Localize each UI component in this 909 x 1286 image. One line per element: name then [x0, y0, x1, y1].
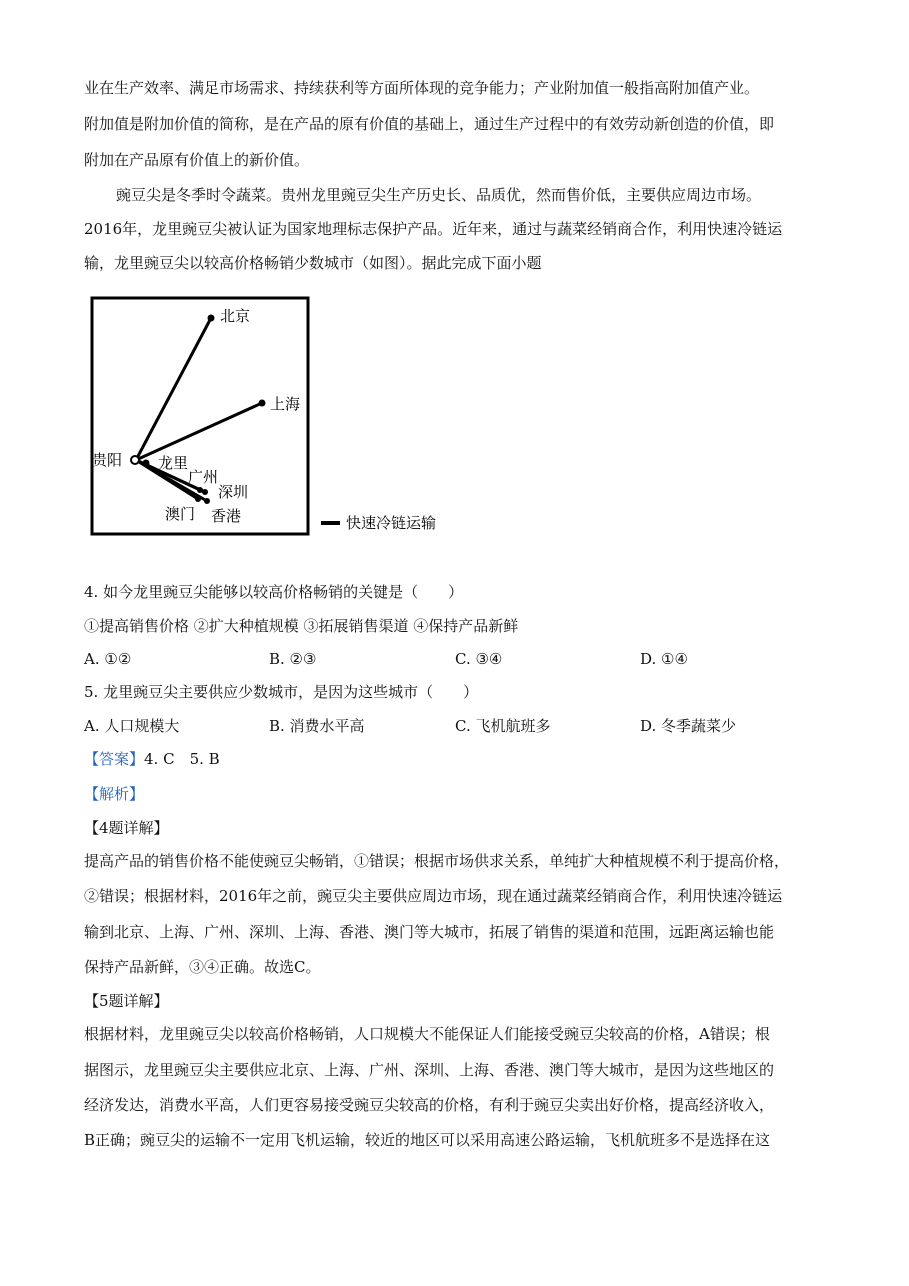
route-shanghai: [136, 403, 262, 460]
answer-row: [84, 749, 220, 769]
longli-point: [143, 460, 150, 467]
q5-detail-line-2: 据图示，龙里豌豆尖主要供应北京、上海、广州、深圳、上海、香港、澳门等大城市，是因为这些地区的: [84, 1061, 775, 1079]
guiyang-point: [131, 456, 139, 464]
route-beijing: [136, 318, 211, 460]
label-longli: 龙里: [158, 454, 189, 472]
q4-option-c[interactable]: C. ③④: [455, 650, 503, 668]
analysis-label: 【解析】: [84, 785, 145, 803]
q5-option-c[interactable]: C. 飞机航班多: [455, 717, 551, 735]
legend-label: 快速冷链运输: [346, 514, 437, 532]
label-guiyang: 贵阳: [92, 451, 123, 469]
q5-detail-line-4: B正确；豌豆尖的运输不一定用飞机运输，较近的地区可以采用高速公路运输，飞机航班多不是选择在这: [84, 1131, 771, 1149]
material-line-1: 豌豆尖是冬季时令蔬菜。贵州龙里豌豆尖生产历史长、品质优，然而售价低，主要供应周边市场。: [116, 186, 762, 204]
answer-text: 4. C 5. B: [144, 750, 220, 768]
intro-line-2: 附加值是附加价值的简称，是在产品的原有价值的基础上，通过生产过程中的有效劳动新创造的价值，即: [84, 115, 775, 133]
shenzhen-point: [202, 489, 208, 495]
q5-option-b[interactable]: B. 消费水平高: [269, 717, 365, 735]
material-line-2: 2016年，龙里豌豆尖被认证为国家地理标志保护产品。近年来，通过与蔬菜经销商合作，利用快速冷链运: [84, 220, 783, 238]
q5-option-d[interactable]: D. 冬季蔬菜少: [640, 717, 737, 735]
hongkong-point: [204, 498, 210, 504]
beijing-point: [208, 315, 215, 322]
q5-stem: 5. 龙里豌豆尖主要供应少数城市，是因为这些城市（ ）: [84, 683, 479, 701]
cold-chain-map: [88, 292, 468, 542]
q4-option-a[interactable]: A. ①②: [84, 650, 132, 668]
label-beijing: 北京: [220, 307, 251, 325]
q5-detail-line-3: 经济发达，消费水平高，人们更容易接受豌豆尖较高的价格，有利于豌豆尖卖出好价格，提高经济收入，: [84, 1096, 775, 1114]
q4-option-b[interactable]: B. ②③: [269, 650, 317, 668]
q4-detail-heading: 【4题详解】: [84, 819, 169, 837]
intro-line-3: 附加在产品原有价值上的新价值。: [84, 151, 310, 169]
shanghai-point: [259, 400, 266, 407]
q4-statements: ①提高销售价格 ②扩大种植规模 ③拓展销售渠道 ④保持产品新鲜: [84, 617, 519, 635]
label-guangzhou: 广州: [188, 468, 219, 486]
intro-line-1: 业在生产效率、满足市场需求、持续获利等方面所体现的竞争能力；产业附加值一般指高附加值产业。: [84, 79, 760, 97]
q4-detail-line-2: ②错误；根据材料，2016年之前，豌豆尖主要供应周边市场，现在通过蔬菜经销商合作，利用快速冷链运: [84, 887, 783, 905]
material-line-3: 输，龙里豌豆尖以较高价格畅销少数城市（如图）。据此完成下面小题: [84, 254, 542, 272]
q4-detail-line-1: 提高产品的销售价格不能使豌豆尖畅销，①错误；根据市场供求关系，单纯扩大种植规模不利于提高价格，: [84, 852, 790, 870]
label-shenzhen: 深圳: [218, 483, 249, 501]
q5-detail-line-1: 根据材料，龙里豌豆尖以较高价格畅销，人口规模大不能保证人们能接受豌豆尖较高的价格，A错误；根: [84, 1025, 770, 1043]
q4-option-d[interactable]: D. ①④: [640, 650, 688, 668]
q4-detail-line-4: 保持产品新鲜，③④正确。故选C。: [84, 958, 321, 976]
label-shanghai: 上海: [270, 395, 301, 413]
q4-stem: 4. 如今龙里豌豆尖能够以较高价格畅销的关键是（ ）: [84, 583, 464, 601]
q5-detail-heading: 【5题详解】: [84, 992, 169, 1010]
label-macau: 澳门: [165, 505, 196, 523]
answer-label: 【答案】: [84, 750, 145, 768]
q4-detail-line-3: 输到北京、上海、广州、深圳、上海、香港、澳门等大城市，拓展了销售的渠道和范围，远距离运输也能: [84, 923, 775, 941]
label-hongkong: 香港: [211, 507, 242, 525]
macau-point: [195, 496, 201, 502]
q5-option-a[interactable]: A. 人口规模大: [84, 717, 180, 735]
